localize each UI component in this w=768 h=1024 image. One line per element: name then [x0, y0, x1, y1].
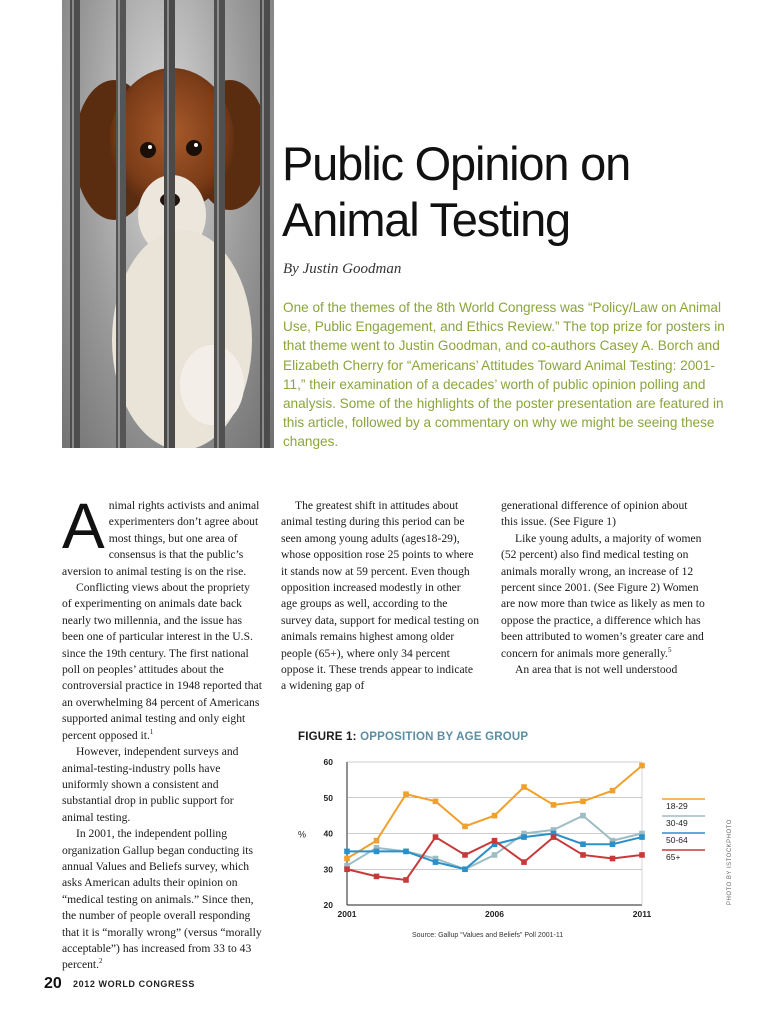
data-point: [551, 834, 557, 840]
figure-source: Source: Gallup “Values and Beliefs” Poll 2001-11: [412, 932, 564, 939]
line-chart: [290, 750, 710, 925]
paragraph-text: In 2001, the independent polling organization Gallup began conducting its annual Values and Beliefs survey, which asks American adults their opinion on “medical testing on animals.” Since then, the number of people overall responding that it is “morally wrong” (versus “morally acceptable”) has increased from 33 to 43 percent.: [62, 827, 262, 972]
data-point: [580, 841, 586, 847]
data-point: [462, 852, 468, 858]
legend-label: 65+: [666, 852, 681, 862]
data-point: [433, 859, 439, 865]
title-line-2: Animal Testing: [282, 193, 570, 246]
data-point: [462, 824, 468, 830]
body-column-2: [281, 498, 479, 695]
chart-series: [344, 763, 645, 883]
data-point: [344, 849, 350, 855]
y-tick-label: 20: [323, 900, 333, 910]
figure-caption: OPPOSITION BY AGE GROUP: [360, 731, 529, 743]
footnote-ref: 2: [99, 957, 103, 966]
photo-credit: PHOTO BY ISTOCKPHOTO: [727, 819, 733, 905]
x-tick-label: 2011: [632, 909, 652, 919]
figure-label: FIGURE 1:: [298, 731, 357, 743]
chart-legend: [662, 799, 705, 862]
y-tick-label: 50: [323, 792, 333, 803]
legend-label: 50-64: [666, 835, 688, 845]
figure-title: [298, 731, 528, 743]
footnote-ref: 5: [667, 645, 672, 654]
footnote-ref: 1: [149, 727, 154, 736]
y-tick-label: 30: [323, 864, 333, 875]
data-point: [580, 852, 586, 858]
data-point: [639, 834, 645, 840]
data-point: [639, 852, 645, 858]
data-point: [492, 838, 498, 844]
paragraph: [62, 826, 262, 974]
data-point: [403, 791, 409, 797]
drop-cap: A: [62, 490, 105, 562]
data-point: [492, 813, 498, 819]
data-point: [639, 763, 645, 769]
paragraph: The greatest shift in attitudes about animal testing during this period can be seen among young adults (ages18-29), whose opposition rose 25 points to where it stands now at 59 percent. Even though opposition increased modestly in other age groups as well, according to the survey data, support for medical testing on animals remains highest among older people (65+), where only 34 percent oppose it. These trends appear to indicate a widening gap of: [281, 499, 480, 693]
y-tick-label: 40: [323, 828, 333, 839]
data-point: [374, 874, 380, 880]
chart-axes: [298, 757, 651, 919]
paragraph-text: Conflicting views about the propriety of experimenting on animals date back nearly two millennia, and the issue has been one of particular interest in the U.S. since the 19th century. The first national poll on peoples’ attitudes about the controversial practice in 1948 reported that an overwhelming 84 percent of Americans supported animal testing and only eight percent opposed it.: [62, 581, 262, 742]
byline: By Justin Goodman: [283, 261, 402, 277]
data-point: [374, 838, 380, 844]
data-point: [521, 859, 527, 865]
data-point: [492, 852, 498, 858]
paragraph: However, independent surveys and animal-testing-industry polls have uniformly shown a consistent and substantial drop in public support for animal testing.: [62, 745, 239, 824]
data-point: [462, 866, 468, 872]
data-point: [521, 784, 527, 790]
page-number: 20: [44, 975, 62, 992]
data-point: [610, 841, 616, 847]
data-point: [344, 856, 350, 862]
data-point: [551, 802, 557, 808]
body-column-1: [62, 490, 262, 974]
data-point: [610, 856, 616, 862]
footer-label: 2012 WORLD CONGRESS: [73, 979, 195, 989]
data-point: [580, 799, 586, 805]
paragraph-text: Like young adults, a majority of women (52 percent) also find medical testing on animals morally wrong, an increase of 12 percent since 2001. (See Figure 2) Women are now more than twice as likely as men to oppose the practice, a difference which has been attributed to women’s greater care and concern for animals more generally.: [501, 531, 705, 660]
data-point: [403, 877, 409, 883]
data-point: [580, 813, 586, 819]
article-title: [282, 136, 752, 248]
data-point: [610, 788, 616, 794]
x-tick-label: 2006: [485, 909, 504, 919]
paragraph: generational difference of opinion about this issue. (See Figure 1): [501, 499, 688, 529]
data-point: [521, 834, 527, 840]
puppy-illustration: [62, 0, 274, 448]
paragraph: [501, 531, 706, 662]
paragraph: An area that is not well understood: [515, 663, 678, 677]
x-tick-label: 2001: [337, 909, 357, 919]
paragraph: [62, 580, 262, 744]
data-point: [403, 849, 409, 855]
puppy-photo: [62, 0, 274, 448]
y-axis-label: %: [298, 829, 307, 840]
title-line-1: Public Opinion on: [282, 137, 631, 190]
data-point: [344, 866, 350, 872]
legend-label: 30-49: [666, 818, 688, 828]
legend-label: 18-29: [666, 801, 688, 811]
y-tick-label: 60: [323, 757, 333, 767]
body-column-3: [501, 498, 706, 678]
intro-paragraph: One of the themes of the 8th World Congress was “Policy/Law on Animal Use, Public Engagement, and Ethics Review.” The top prize for posters in that theme went to Justin Goodman, and co-authors Casey A. Borch and Elizabeth Cherry for “Americans’ Attitudes Toward Animal Testing: 2001-11,” their examination of a decades’ worth of public opinion polling and analysis. Some of the highlights of the poster presentation are featured in this article, followed by a commentary on why we might be seeing these changes.: [283, 300, 725, 450]
paragraph: nimal rights activists and animal experimenters don’t agree about most things, but one area of consensus is that the public’s aversion to animal testing is on the rise.: [62, 499, 260, 578]
data-point: [433, 834, 439, 840]
data-point: [374, 849, 380, 855]
data-point: [433, 799, 439, 805]
